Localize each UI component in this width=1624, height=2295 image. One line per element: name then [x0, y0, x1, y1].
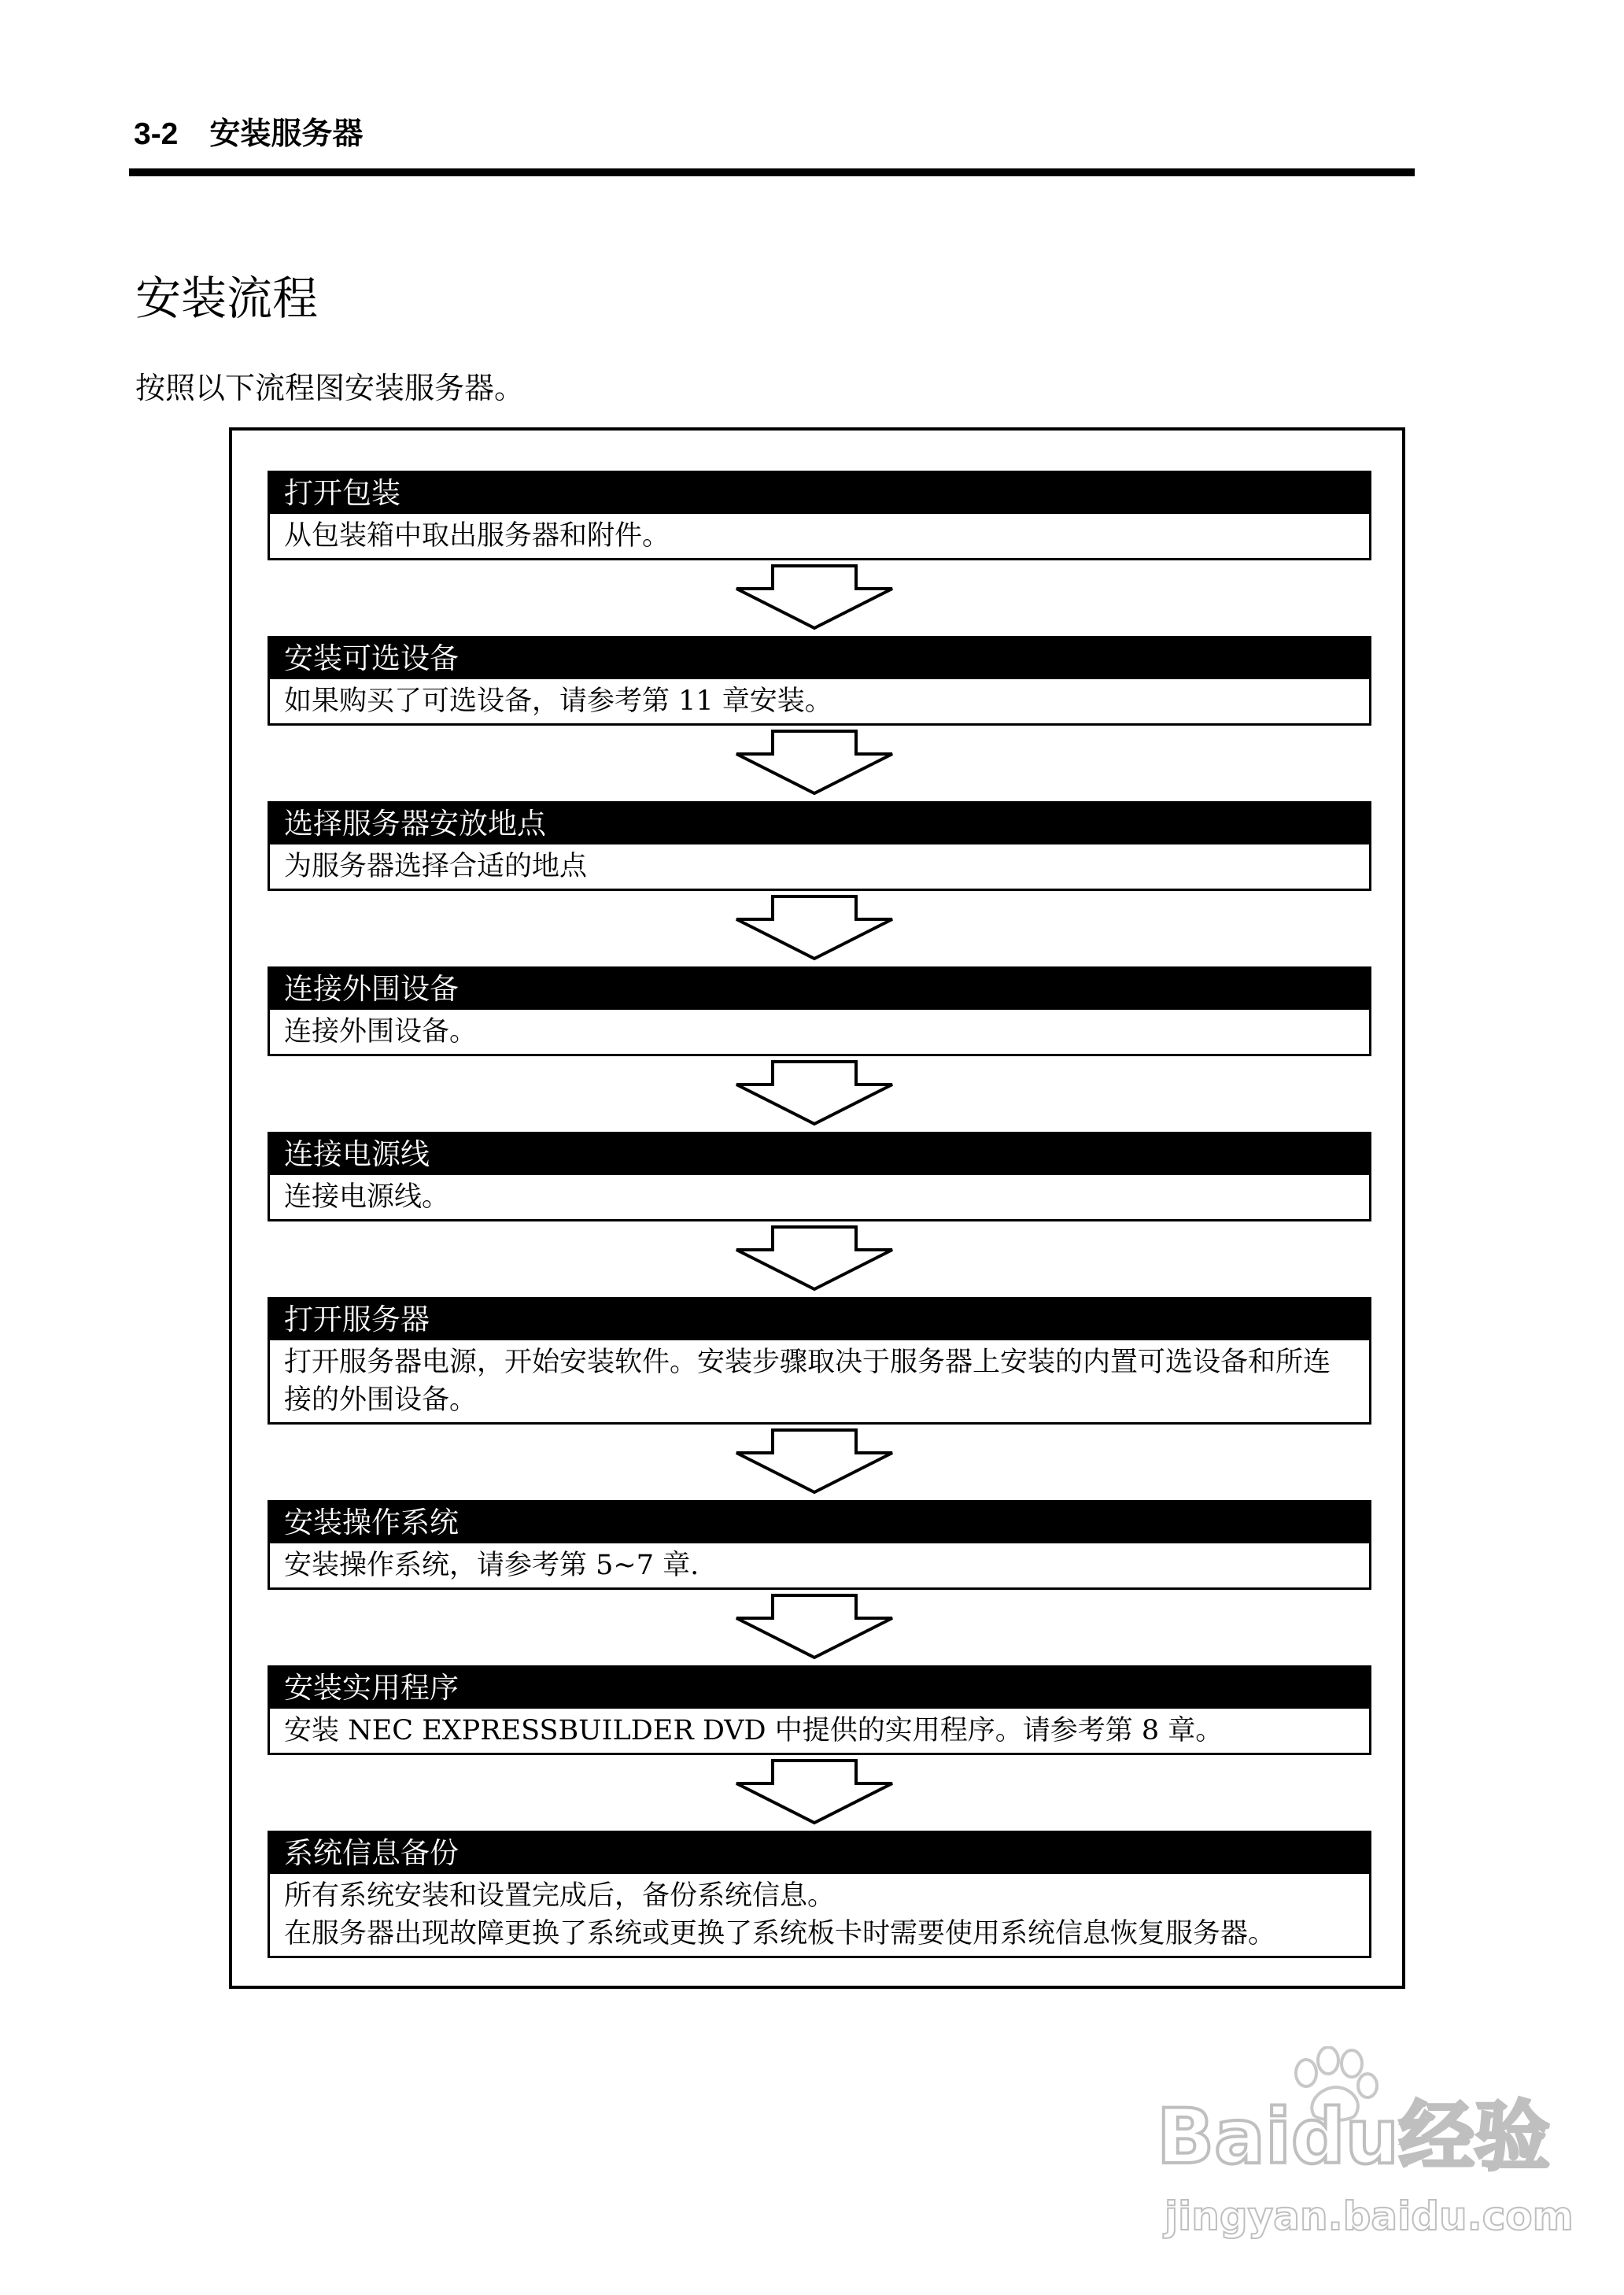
step-body: 为服务器选择合适的地点: [284, 851, 588, 882]
down-arrow-icon: [732, 1059, 897, 1127]
step-title: 打开包装: [270, 473, 1369, 514]
step-body: 如果购买了可选设备，请参考第 11 章安装。: [284, 686, 832, 717]
baidu-watermark: [1149, 2046, 1574, 2251]
flow-step-1: [268, 471, 1371, 560]
flow-step-2: [268, 636, 1371, 726]
step-body: 从包装箱中取出服务器和附件。: [284, 520, 670, 552]
intro-text: 按照以下流程图安装服务器。: [135, 371, 525, 405]
page-title: 安装流程: [135, 272, 319, 325]
step-title: 安装可选设备: [270, 638, 1369, 679]
down-arrow-icon: [732, 1593, 897, 1661]
down-arrow-icon: [732, 729, 897, 796]
step-title: 连接外围设备: [270, 969, 1369, 1010]
flow-step-6: [268, 1297, 1371, 1425]
down-arrow-icon: [732, 1758, 897, 1826]
flow-step-9: [268, 1831, 1371, 1958]
down-arrow-icon: [732, 894, 897, 962]
section-title: 安装服务器: [209, 117, 364, 151]
flow-step-5: [268, 1132, 1371, 1221]
section-number: 3-2: [134, 117, 179, 151]
step-body: 连接外围设备。: [284, 1016, 478, 1048]
step-body: 安装操作系统，请参考第 5~7 章.: [284, 1550, 699, 1581]
header-text: [134, 115, 363, 154]
flow-step-7: [268, 1500, 1371, 1590]
down-arrow-icon: [732, 1428, 897, 1495]
step-title: 安装实用程序: [270, 1668, 1369, 1709]
down-arrow-icon: [732, 564, 897, 631]
header-rule: [129, 168, 1415, 176]
step-title: 安装操作系统: [270, 1502, 1369, 1543]
flow-step-8: [268, 1665, 1371, 1755]
step-title: 打开服务器: [270, 1299, 1369, 1340]
step-body: 连接电源线。: [284, 1181, 450, 1213]
step-title: 选择服务器安放地点: [270, 804, 1369, 844]
step-title: 系统信息备份: [270, 1833, 1369, 1874]
flow-step-3: [268, 801, 1371, 891]
watermark-logo: Baidu经验: [1157, 2093, 1550, 2181]
step-body: 所有系统安装和设置完成后，备份系统信息。 在服务器出现故障更换了系统或更换了系统板卡时需要使用系统信息恢复服务器。: [284, 1880, 1276, 1949]
flow-step-4: [268, 966, 1371, 1056]
watermark-url: jingyan.baidu.com: [1164, 2193, 1574, 2239]
step-body: 安装 NEC EXPRESSBUILDER DVD 中提供的实用程序。请参考第 8 章。: [284, 1715, 1224, 1746]
step-body: 打开服务器电源，开始安装软件。安装步骤取决于服务器上安装的内置可选设备和所连 接的外围设备。: [284, 1347, 1331, 1416]
down-arrow-icon: [732, 1225, 897, 1292]
step-title: 连接电源线: [270, 1134, 1369, 1175]
